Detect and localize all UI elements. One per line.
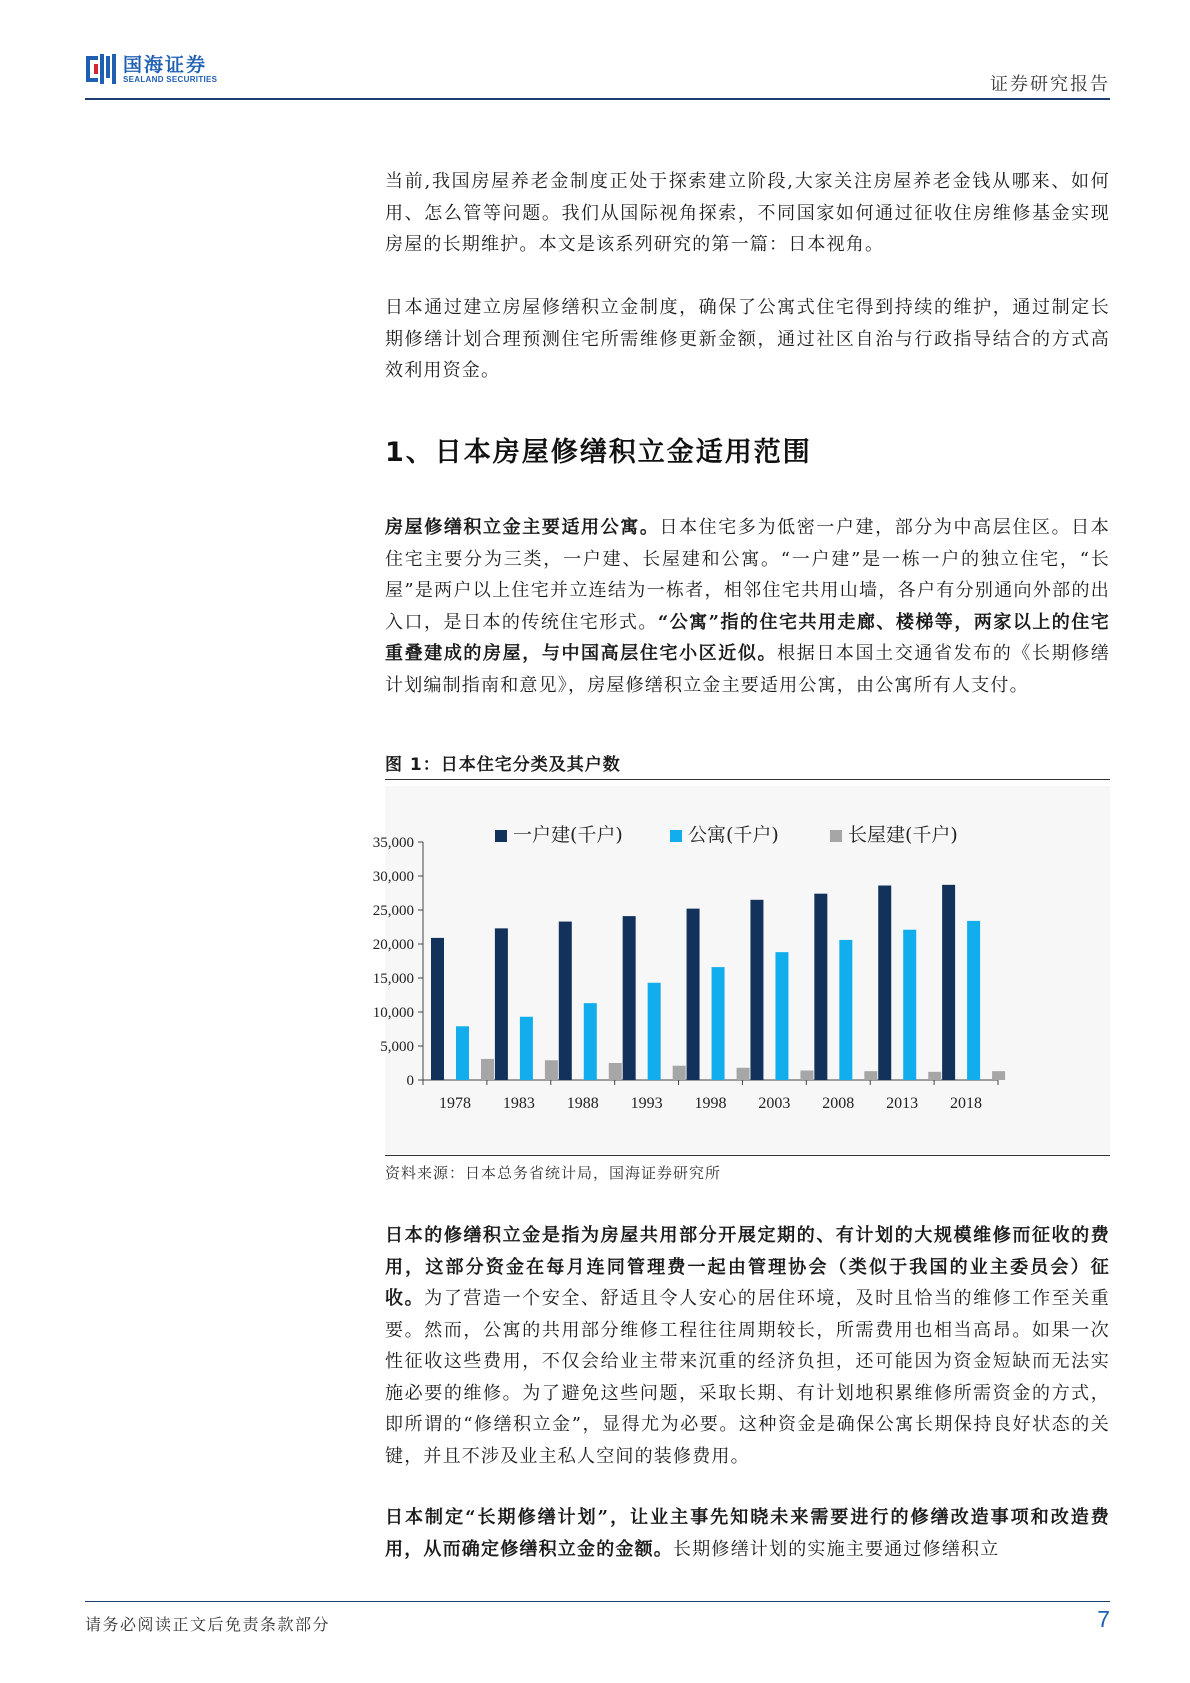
x-tick-label: 2003 [758, 1095, 791, 1112]
bar-row-house [928, 1072, 941, 1080]
bar-detached [623, 916, 636, 1080]
paragraph-fund-definition [385, 1220, 1110, 1472]
y-tick-label: 30,000 [372, 869, 414, 885]
housing-chart [372, 786, 1110, 1154]
logo-chinese-name: 国海证券 [123, 53, 208, 76]
bar-apartment [520, 1017, 533, 1080]
logo-english-name: SEALAND SECURITIES [123, 74, 218, 84]
legend-label: 长屋建(千户) [848, 824, 958, 846]
bar-apartment [903, 930, 916, 1080]
bar-row-house [737, 1068, 750, 1080]
bar-detached [495, 928, 508, 1080]
company-logo [85, 52, 217, 86]
bar-detached [878, 886, 891, 1080]
x-tick-label: 2013 [886, 1095, 919, 1112]
footer-disclaimer: 请务必阅读正文后免责条款部分 [85, 1615, 331, 1634]
paragraph-scope-text-2: 根据日本国土交通省发布的《长期修缮计划编制指南和意见》，房屋修缮积立金主要适用公寓，由公寓所有人支付。 [385, 643, 1110, 696]
x-tick-label: 2018 [950, 1095, 983, 1112]
figure-top-rule [385, 779, 1110, 780]
paragraph-scope-text-1: 日本住宅多为低密一户建，部分为中高层住区。日本住宅主要分为三类，一户建、长屋建和公寓。“一户建”是一栋一户的独立住宅，“长屋”是两户以上住宅并立连结为一栋者，相邻住宅共用山墙，各户有分别通向外部的出入口，是日本的传统住宅形式。 [385, 517, 1110, 633]
legend-swatch [830, 830, 842, 842]
bar-detached [942, 885, 955, 1080]
bar-row-house [673, 1066, 686, 1080]
sealand-logo-icon [85, 52, 117, 86]
bar-apartment [967, 921, 980, 1080]
legend-swatch [495, 830, 507, 842]
section-heading: 1、日本房屋修缮积立金适用范围 [385, 437, 812, 468]
chart-svg [372, 786, 1110, 1154]
paragraph-scope-emphasis: “公寓”指的住宅共用走廊、楼梯等，两家以上的住宅重叠建成的房屋，与中国高层住宅小区近似。 [385, 611, 1110, 664]
bar-row-house [800, 1070, 813, 1080]
bar-detached [687, 909, 700, 1080]
bar-row-house [992, 1071, 1005, 1080]
legend-label: 公寓(千户) [688, 824, 779, 846]
y-tick-label: 20,000 [372, 937, 414, 953]
bar-apartment [839, 940, 852, 1080]
bar-apartment [775, 952, 788, 1080]
x-tick-label: 1983 [502, 1095, 535, 1112]
y-tick-label: 25,000 [372, 903, 414, 919]
bar-row-house [609, 1063, 622, 1080]
y-tick-label: 35,000 [372, 835, 414, 851]
bar-row-house [481, 1059, 494, 1080]
y-tick-label: 5,000 [380, 1039, 414, 1055]
bar-apartment [712, 967, 725, 1080]
page-header [85, 48, 1110, 100]
bar-apartment [584, 1003, 597, 1080]
report-type-label: 证券研究报告 [990, 74, 1110, 95]
bar-detached [431, 938, 444, 1080]
bar-detached [750, 900, 763, 1080]
intro-paragraph-1: 当前,我国房屋养老金制度正处于探索建立阶段,大家关注房屋养老金钱从哪来、如何用、怎么管等问题。我们从国际视角探索，不同国家如何通过征收住房维修基金实现房屋的长期维护。本文是该系列研究的第一篇：日本视角。 [385, 171, 1110, 255]
paragraph-fund-lead: 日本的修缮积立金是指为房屋共用部分开展定期的、有计划的大规模维修而征收的费用，这部分资金在每月连同管理费一起由管理协会（类似于我国的业主委员会）征收。 [385, 1225, 1110, 1309]
header-divider [85, 98, 1110, 100]
page-number: 7 [1097, 1606, 1110, 1632]
paragraph-long-term-plan [385, 1502, 1110, 1565]
x-tick-label: 1998 [694, 1095, 727, 1112]
x-tick-label: 1988 [566, 1095, 599, 1112]
figure-title: 图 1：日本住宅分类及其户数 [385, 755, 621, 775]
x-tick-label: 1978 [438, 1095, 471, 1112]
y-tick-label: 15,000 [372, 971, 414, 987]
bar-apartment [456, 1026, 469, 1080]
legend-swatch [670, 830, 682, 842]
paragraph-scope-lead: 房屋修缮积立金主要适用公寓。 [385, 517, 660, 538]
paragraph-fund-text: 为了营造一个安全、舒适且令人安心的居住环境，及时且恰当的维修工作至关重要。然而，公寓的共用部分维修工程往往周期较长，所需费用也相当高昂。如果一次性征收这些费用，不仅会给业主带来沉重的经济负担，还可能因为资金短缺而无法实施必要的维修。为了避免这些问题，采取长期、有计划地积累维修所需资金的方式，即所谓的“修缮积立金”，显得尤为必要。这种资金是确保公寓长期保持良好状态的关键，并且不涉及业主私人空间的装修费用。 [385, 1288, 1110, 1467]
figure-bottom-rule [385, 1155, 1110, 1156]
x-tick-label: 2008 [822, 1095, 855, 1112]
bar-row-house [545, 1060, 558, 1080]
figure-source: 资料来源：日本总务省统计局，国海证券研究所 [385, 1164, 722, 1182]
paragraph-scope [385, 512, 1110, 701]
intro-paragraph-2: 日本通过建立房屋修缮积立金制度，确保了公寓式住宅得到持续的维护，通过制定长期修缮计划合理预测住宅所需维修更新金额，通过社区自治与行政指导结合的方式高效利用资金。 [385, 297, 1110, 381]
footer-divider [85, 1601, 1110, 1602]
bar-apartment [648, 983, 661, 1080]
bar-detached [559, 922, 572, 1080]
y-tick-label: 0 [406, 1073, 414, 1089]
x-tick-label: 1993 [630, 1095, 663, 1112]
y-tick-label: 10,000 [372, 1005, 414, 1021]
bar-detached [814, 894, 827, 1080]
legend-label: 一户建(千户) [513, 824, 623, 846]
paragraph-plan-text: 长期修缮计划的实施主要通过修缮积立 [673, 1538, 1000, 1560]
bar-row-house [864, 1071, 877, 1080]
paragraph-plan-lead: 日本制定“长期修缮计划”，让业主事先知晓未来需要进行的修缮改造事项和改造费用，从而确定修缮积立金的金额。 [385, 1507, 1110, 1560]
